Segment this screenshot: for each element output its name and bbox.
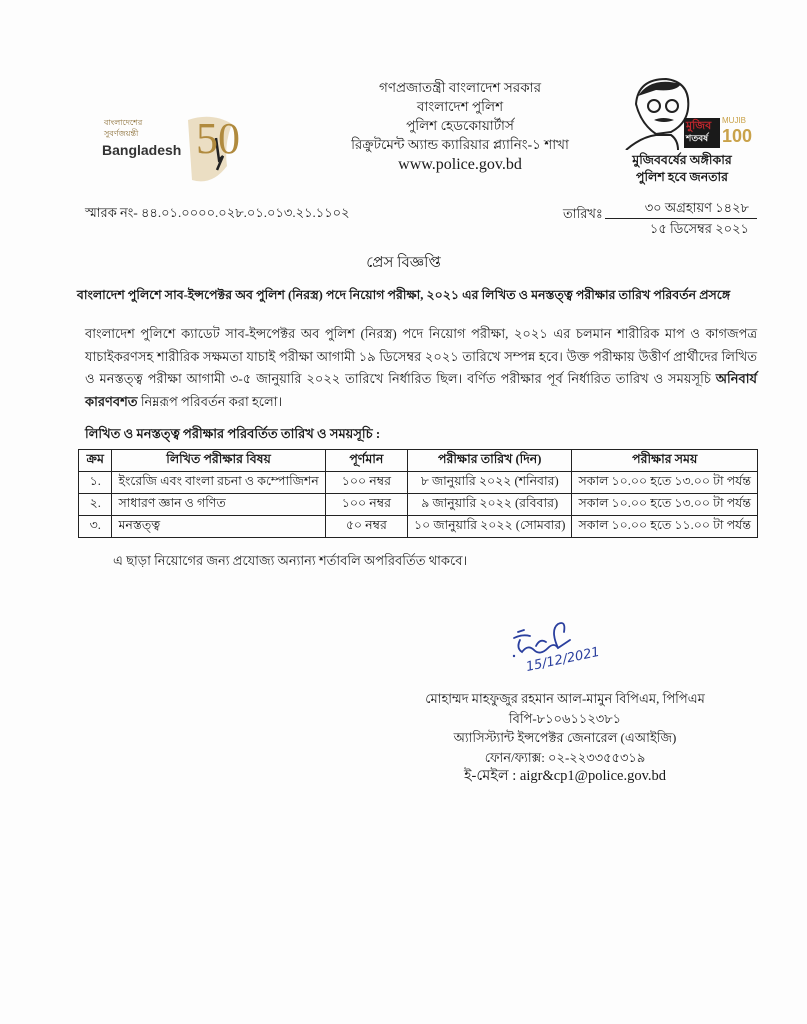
page-title: প্রেস বিজ্ঞপ্তি xyxy=(366,255,441,271)
mujib-badge xyxy=(684,118,720,148)
signer-block xyxy=(395,689,735,787)
logo-left-text-en: Bangladesh xyxy=(102,142,182,158)
memo-value: ৪৪.০১.০০০০.০২৮.০১.০১৩.২১.১১০২ xyxy=(140,205,350,220)
mujib-slogan-line-1: মুজিববর্ষের অঙ্গীকার xyxy=(632,153,732,167)
col-header-date: পরীক্ষার তারিখ (দিন) xyxy=(407,450,572,472)
cell-marks: ৫০ নম্বর xyxy=(325,516,407,538)
cell-marks: ১০০ নম্বর xyxy=(325,472,407,494)
mujib-slogan xyxy=(612,152,752,186)
office-name: পুলিশ হেডকোয়ার্টার্স xyxy=(406,118,514,133)
col-header-time: পরীক্ষার সময় xyxy=(572,450,758,472)
memo-label: স্মারক নং- xyxy=(85,205,138,220)
email-label: ই-মেইল : xyxy=(463,768,517,784)
logo-left-number: 50 xyxy=(196,114,240,163)
body-emphasis: অনিবার্য কারণবশত xyxy=(85,371,757,409)
note-text: এ ছাড়া নিয়োগের জন্য প্রযোজ্য অন্যান্য শর্তাবলি অপরিবর্তিত থাকবে। xyxy=(113,553,468,568)
col-header-serial: ক্রম xyxy=(79,450,112,472)
table-row xyxy=(79,494,758,516)
mujib-slogan-line-2: পুলিশ হবে জনতার xyxy=(635,170,729,184)
col-header-subject: লিখিত পরীক্ষার বিষয় xyxy=(112,450,325,472)
cell-serial: ১. xyxy=(79,472,112,494)
mujib-badge-en: MUJIB xyxy=(722,116,746,125)
cell-date: ৮ জানুয়ারি ২০২২ (শনিবার) xyxy=(407,472,572,494)
cell-time: সকাল ১০.০০ হতে ১৩.০০ টা পর্যন্ত xyxy=(572,472,758,494)
website-link[interactable]: www.police.gov.bd xyxy=(398,156,522,173)
bangladesh-50-logo-icon xyxy=(100,112,240,190)
cell-time: সকাল ১০.০০ হতে ১৩.০০ টা পর্যন্ত xyxy=(572,494,758,516)
date-label: তারিখঃ xyxy=(563,206,603,221)
date-gregorian: ১৫ ডিসেম্বর ২০২১ xyxy=(649,221,749,236)
signer-email-line xyxy=(395,767,735,787)
memo-number xyxy=(85,204,350,225)
table-row xyxy=(79,472,758,494)
table-header-row xyxy=(79,450,758,472)
cell-subject: ইংরেজি এবং বাংলা রচনা ও কম্পোজিশন xyxy=(112,472,325,494)
col-header-marks: পূর্ণমান xyxy=(325,450,407,472)
signer-bp-number: বিপি-৮১০৬১১২৩৮১ xyxy=(508,710,622,726)
body-paragraph xyxy=(85,323,757,413)
schedule-table xyxy=(78,449,758,538)
handwritten-signature-icon xyxy=(500,622,610,684)
cell-serial: ২. xyxy=(79,494,112,516)
cell-subject: সাধারণ জ্ঞান ও গণিত xyxy=(112,494,325,516)
cell-subject: মনস্তত্ত্ব xyxy=(112,516,325,538)
govt-name: গণপ্রজাতন্ত্রী বাংলাদেশ সরকার xyxy=(378,80,542,95)
branch-name: রিক্রুটমেন্ট অ্যান্ড ক্যারিয়ার প্ল্যানিং-১ শাখা xyxy=(351,137,569,152)
signer-designation: অ্যাসিস্ট্যান্ট ইন্সপেক্টর জেনারেল (এআইজি) xyxy=(453,730,677,745)
body-text-1: বাংলাদেশ পুলিশে ক্যাডেট সাব-ইন্সপেক্টর অব পুলিশ (নিরস্ত্র) পদে নিয়োগ পরীক্ষা, ২০২১ এর চলমান শারীরিক মাপ ও কাগজপত্র যাচাইকরণসহ শারীরিক সক্ষমতা যাচাই পরীক্ষা আগামী ১৯ ডিসেম্বর ২০২১ তারিখে সম্পন্ন হবে। উক্ত পরীক্ষায় উত্তীর্ণ প্রার্থীদের লিখিত ও মনস্তত্ত্ব পরীক্ষা আগামী ৩-৫ জানুয়ারি ২০২২ তারিখে নির্ধারিত ছিল। বর্ণিত পরীক্ষার পূর্ব নির্ধারিত তারিখ ও সময়সূচি xyxy=(85,326,757,386)
org-name: বাংলাদেশ পুলিশ xyxy=(416,99,504,114)
subject-line: বাংলাদেশ পুলিশে সাব-ইন্সপেক্টর অব পুলিশ (নিরস্ত্র) পদে নিয়োগ পরীক্ষা, ২০২১ এর লিখিত ও মনস্তত্ত্ব পরীক্ষার তারিখ পরিবর্তন প্রসঙ্গে xyxy=(76,288,731,302)
cell-time: সকাল ১০.০০ হতে ১১.০০ টা পর্যন্ত xyxy=(572,516,758,538)
mujib-badge-bn: মুজিব xyxy=(686,119,712,132)
date-block xyxy=(605,198,757,239)
signer-name: মোহাম্মদ মাহফুজুর রহমান আল-মামুন বিপিএম, পিপিএম xyxy=(425,691,705,706)
signature-date: 15/12/2021 xyxy=(524,644,602,676)
letterhead xyxy=(320,78,600,176)
cell-marks: ১০০ নম্বর xyxy=(325,494,407,516)
cell-date: ৯ জানুয়ারি ২০২২ (রবিবার) xyxy=(407,494,572,516)
mujib-badge-bn-2: শতবর্ষ xyxy=(686,134,709,144)
signer-phone: ফোন/ফ্যাক্স: ০২-২২৩৩৫৫৩১৯ xyxy=(484,749,646,765)
date-bangla: ৩০ অগ্রহায়ণ ১৪২৮ xyxy=(644,200,749,215)
mujib-badge-num: 100 xyxy=(722,126,753,146)
logo-left-text-bn-2: সুবর্ণজয়ন্তী xyxy=(104,129,139,138)
schedule-title: লিখিত ও মনস্তত্ত্ব পরীক্ষার পরিবর্তিত তারিখ ও সময়সূচি : xyxy=(85,426,381,441)
table-row xyxy=(79,516,758,538)
email-link[interactable]: aigr&cp1@police.gov.bd xyxy=(519,768,667,784)
logo-left-text-bn-1: বাংলাদেশের xyxy=(104,118,143,127)
mujib-100-logo-icon xyxy=(622,74,762,150)
cell-serial: ৩. xyxy=(79,516,112,538)
cell-date: ১০ জানুয়ারি ২০২২ (সোমবার) xyxy=(407,516,572,538)
body-text-2: নিম্নরূপ পরিবর্তন করা হলো। xyxy=(137,393,283,409)
